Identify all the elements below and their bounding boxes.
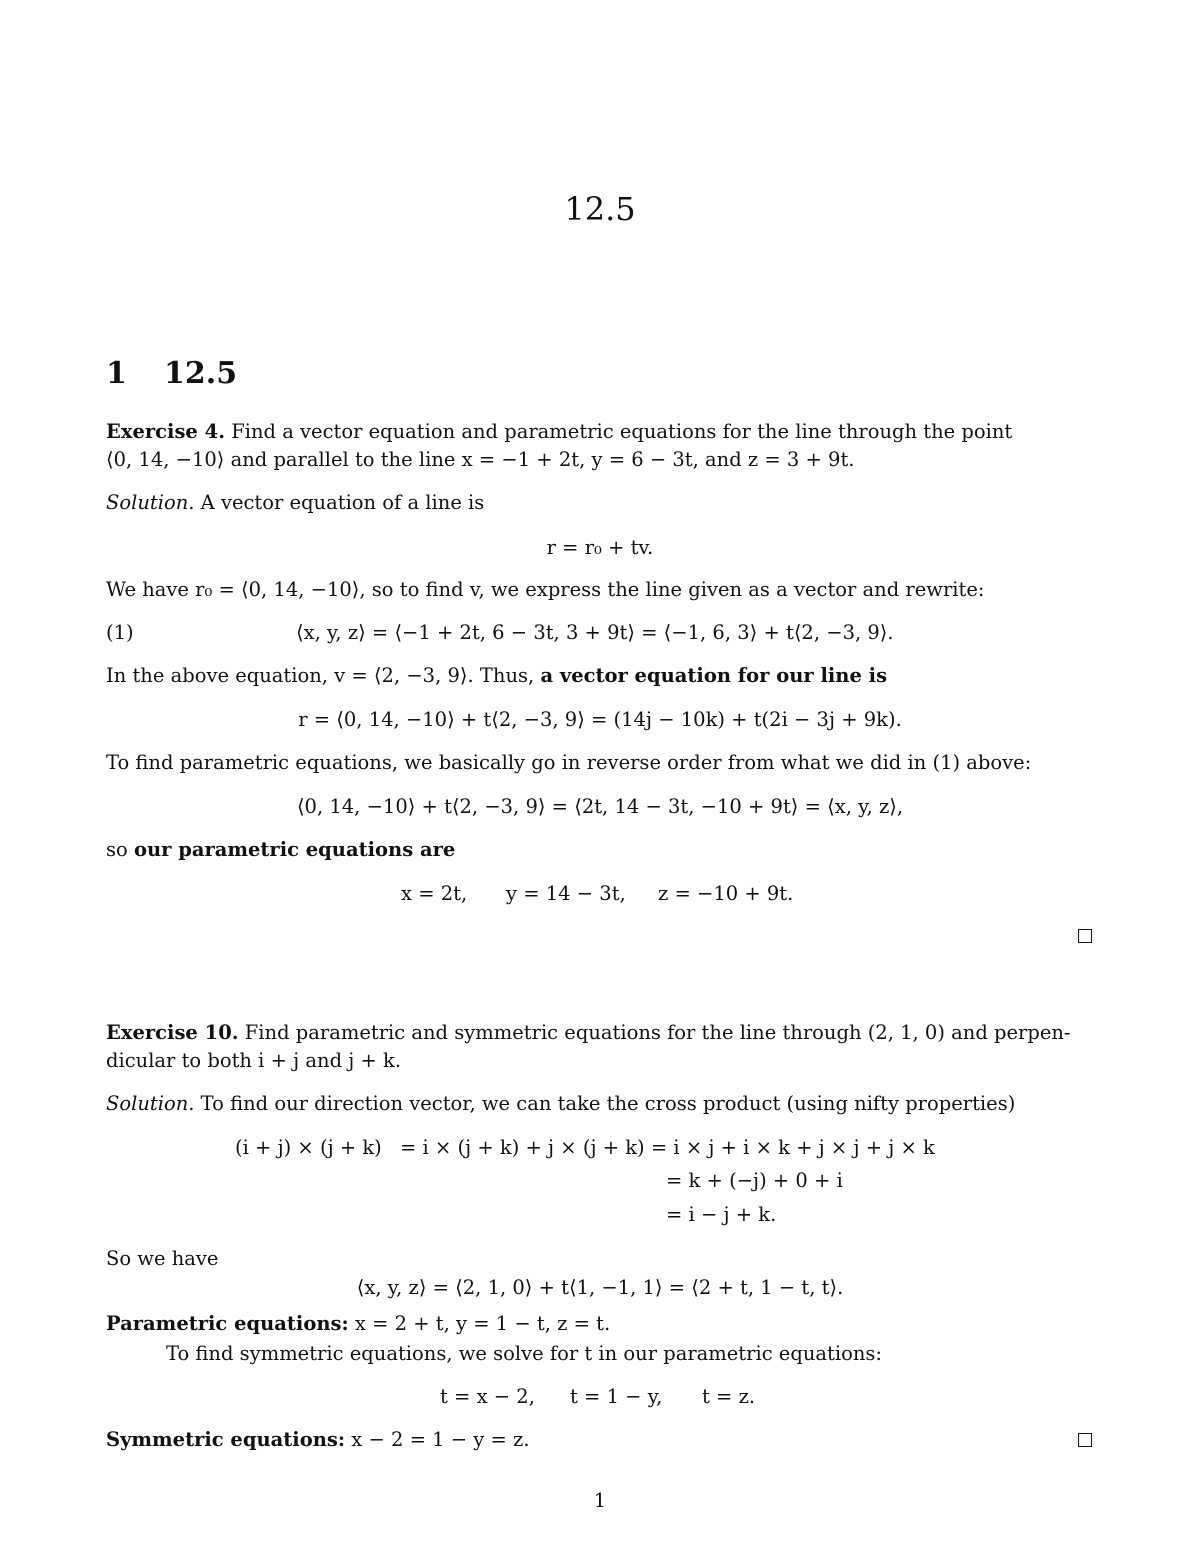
equation-1: ⟨x, y, z⟩ = ⟨−1 + 2t, 6 − 3t, 3 + 9t⟩ = ⟨−1, 6, 3⟩ + t⟨2, −3, 9⟩. bbox=[296, 621, 894, 644]
exercise-4-heading: Exercise 4. bbox=[106, 420, 225, 443]
symmetric-text: x − 2 = 1 − y = z. bbox=[351, 1428, 530, 1451]
sym-t3: t = z. bbox=[702, 1385, 756, 1408]
symmetric-label: Symmetric equations: bbox=[106, 1428, 346, 1451]
parametric-text: x = 2 + t, y = 1 − t, z = t. bbox=[354, 1312, 611, 1335]
exercise-10-solution-intro bbox=[106, 1091, 1015, 1117]
so-bold: our parametric equations are bbox=[133, 838, 456, 861]
in-above-plain: In the above equation, v = ⟨2, −3, 9⟩. Thus, bbox=[106, 664, 535, 687]
exercise-10-prompt-line2: dicular to both i + j and j + k. bbox=[106, 1049, 402, 1072]
cross-product-line2: = k + (−j) + 0 + i bbox=[666, 1169, 843, 1192]
so-plain: so bbox=[106, 838, 128, 861]
param-z-equation: z = −10 + 9t. bbox=[658, 882, 794, 905]
cross-product-line3: = i − j + k. bbox=[666, 1203, 777, 1226]
exercise-10-prompt-line1: Find parametric and symmetric equations for the line through (2, 1, 0) and perpen- bbox=[244, 1021, 1071, 1044]
vector-form-equation: r = r₀ + tv. bbox=[546, 536, 654, 559]
reverse-equation: ⟨0, 14, −10⟩ + t⟨2, −3, 9⟩ = ⟨2t, 14 − 3t, −10 + 9t⟩ = ⟨x, y, z⟩, bbox=[296, 795, 904, 818]
cross-product-line1: = i × (j + k) + j × (j + k) = i × j + i × k + j × j + j × k bbox=[400, 1136, 935, 1159]
qed-box bbox=[1078, 1433, 1092, 1447]
parametric-label: Parametric equations: bbox=[106, 1312, 349, 1335]
exercise-4-solution-intro bbox=[106, 490, 484, 516]
qed-box bbox=[1078, 929, 1092, 943]
section-number: 1 bbox=[106, 356, 127, 391]
exercise-4-prompt-line2: ⟨0, 14, −10⟩ and parallel to the line x = −1 + 2t, y = 6 − 3t, and z = 3 + 9t. bbox=[106, 448, 855, 471]
page-number: 1 bbox=[593, 1489, 607, 1512]
exercise-4-prompt bbox=[106, 418, 1094, 474]
solution-text: A vector equation of a line is bbox=[200, 491, 485, 514]
to-find-parametric-paragraph: To find parametric equations, we basically go in reverse order from what we did in (1) above: bbox=[106, 751, 1032, 774]
solution-label: Solution. bbox=[106, 1092, 195, 1115]
param-x-equation: x = 2t, bbox=[401, 882, 468, 905]
param-y-equation: y = 14 − 3t, bbox=[506, 882, 626, 905]
exercise-10-heading: Exercise 10. bbox=[106, 1021, 239, 1044]
cross-product-lhs: (i + j) × (j + k) bbox=[235, 1136, 382, 1159]
sym-t1: t = x − 2, bbox=[440, 1385, 535, 1408]
exercise-4-prompt-line1: Find a vector equation and parametric equations for the line through the point bbox=[231, 420, 1013, 443]
symmetric-equations-line bbox=[106, 1427, 530, 1453]
in-above-paragraph bbox=[106, 663, 887, 689]
sym-t2: t = 1 − y, bbox=[570, 1385, 663, 1408]
solution-text: To find our direction vector, we can take the cross product (using nifty properties) bbox=[200, 1092, 1016, 1115]
page-title: 12.5 bbox=[564, 190, 636, 228]
equation-1-label: (1) bbox=[106, 621, 134, 644]
so-paragraph bbox=[106, 837, 455, 863]
vector-equation-result: r = ⟨0, 14, −10⟩ + t⟨2, −3, 9⟩ = (14j − 10k) + t(2i − 3j + 9k). bbox=[298, 708, 902, 731]
to-find-symmetric-paragraph: To find symmetric equations, we solve for t in our parametric equations: bbox=[166, 1342, 882, 1365]
parametric-equations-line bbox=[106, 1311, 610, 1337]
exercise-10-prompt bbox=[106, 1019, 1094, 1075]
so-we-have-paragraph: So we have bbox=[106, 1247, 219, 1270]
line-equation: ⟨x, y, z⟩ = ⟨2, 1, 0⟩ + t⟨1, −1, 1⟩ = ⟨2 + t, 1 − t, t⟩. bbox=[356, 1276, 844, 1299]
we-have-paragraph: We have r₀ = ⟨0, 14, −10⟩, so to find v, we express the line given as a vector and rewrite: bbox=[106, 578, 985, 601]
section-title: 12.5 bbox=[164, 356, 238, 391]
solution-label: Solution. bbox=[106, 491, 195, 514]
in-above-bold: a vector equation for our line is bbox=[540, 664, 888, 687]
